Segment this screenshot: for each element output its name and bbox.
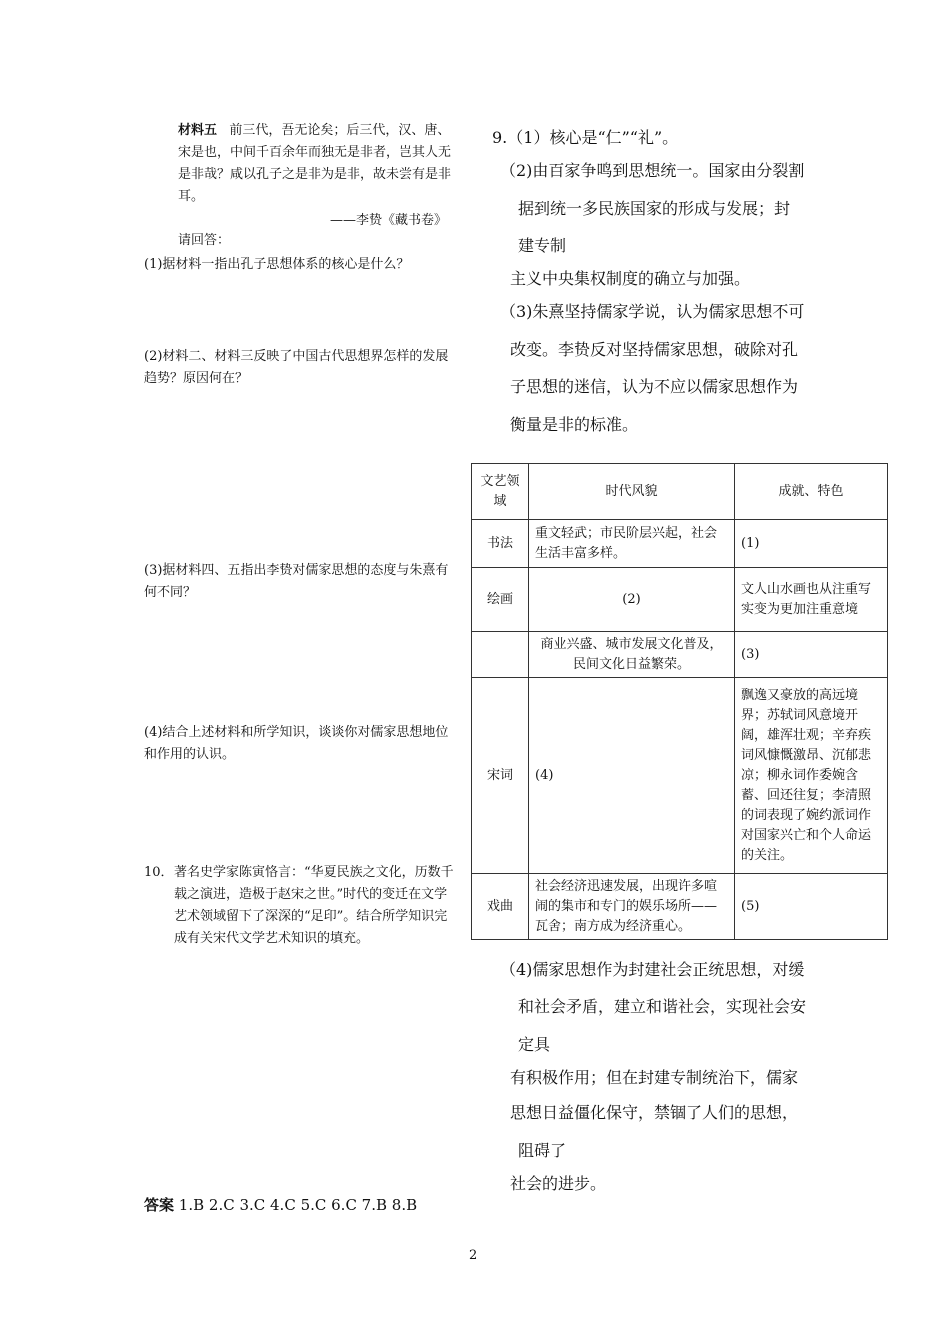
row-field: 绘画	[472, 568, 529, 632]
answer-key-label: 答案	[144, 1196, 175, 1214]
row-era: 商业兴盛、城市发展文化普及，民间文化日益繁荣。	[529, 632, 735, 678]
answer-9-3-line3: 子思想的迷信，认为不应以儒家思想作为	[510, 377, 799, 396]
song-arts-table	[471, 463, 888, 940]
answer-9-4-line4: 有积极作用；但在封建专制统治下，儒家	[510, 1068, 799, 1087]
material-five-label: 材料五	[178, 123, 218, 138]
table-row	[472, 520, 888, 568]
row-feature: (1)	[735, 520, 888, 568]
row-feature: 飘逸又豪放的高远境界；苏轼词风意境开阔，雄浑壮观；辛弃疾词风慷慨激昂、沉郁悲凉；柳永词作委婉含蓄、回还往复；李清照的词表现了婉约派词作对国家兴亡和个人命运的关注。	[735, 678, 888, 874]
answer-9-4-line3: 定具	[518, 1035, 551, 1054]
question-10-number: 10．	[144, 865, 174, 880]
answer-9-3-line1: （3)朱熹坚持儒家学说，认为儒家思想不可	[500, 302, 805, 321]
answer-9-3-line2: 改变。李贽反对坚持儒家思想，破除对孔	[510, 340, 799, 359]
answer-key	[144, 1193, 417, 1217]
header-field: 文艺领域	[472, 464, 529, 520]
row-field	[472, 632, 529, 678]
table-row	[472, 678, 888, 874]
row-era: (2)	[529, 568, 735, 632]
answer-9-4-line7: 社会的进步。	[510, 1174, 607, 1193]
question-10	[144, 862, 460, 950]
question-1: (1)据材料一指出孔子思想体系的核心是什么？	[144, 257, 410, 272]
answer-9-3-line4: 衡量是非的标准。	[510, 415, 639, 434]
table-header-row	[472, 464, 888, 520]
table-row	[472, 874, 888, 940]
row-era: 社会经济迅速发展，出现许多喧闹的集市和专门的娱乐场所——瓦舍；南方成为经济重心。	[529, 874, 735, 940]
page-number: 2	[469, 1248, 478, 1263]
answer-9-2-line3: 建专制	[518, 236, 567, 255]
material-five-source: ——李贽《藏书卷》	[330, 213, 448, 228]
row-field: 书法	[472, 520, 529, 568]
row-feature: 文人山水画也从注重写实变为更加注重意境	[735, 568, 888, 632]
answer-9-2-line4: 主义中央集权制度的确立与加强。	[510, 269, 751, 288]
answer-9-4-line6: 阻碍了	[518, 1141, 567, 1160]
row-feature: (3)	[735, 632, 888, 678]
row-field: 宋词	[472, 678, 529, 874]
answer-key-text: 1.B 2.C 3.C 4.C 5.C 6.C 7.B 8.B	[178, 1196, 418, 1214]
material-five-text: 前三代，吾无论矣；后三代，汉、唐、宋是也，中间千百余年而独无是非者，岂其人无是非哉？咸以孔子之是非为是非，故未尝有是非耳。	[178, 123, 452, 204]
question-4: (4)结合上述材料和所学知识，谈谈你对儒家思想地位和作用的认识。	[144, 725, 449, 762]
answer-9-2-line1: （2)由百家争鸣到思想统一。国家由分裂割	[500, 161, 805, 180]
header-feature: 成就、特色	[735, 464, 888, 520]
answer-9-1: 9.（1）核心是“仁”“礼”。	[492, 128, 679, 147]
answer-9-2-line2: 据到统一多民族国家的形成与发展；封	[518, 199, 791, 218]
row-era: (4)	[529, 678, 735, 874]
question-10-text: 著名史学家陈寅恪言：“华夏民族之文化，历数千载之演进，造极于赵宋之世。”时代的变迁在文学艺术领域留下了深深的“足印”。结合所学知识完成有关宋代文学艺术知识的填充。	[174, 865, 454, 946]
row-era: 重文轻武；市民阶层兴起，社会生活丰富多样。	[529, 520, 735, 568]
material-five	[178, 120, 460, 208]
answer-9-4-line1: （4)儒家思想作为封建社会正统思想，对缓	[500, 960, 805, 979]
table-row	[472, 632, 888, 678]
prompt: 请回答：	[178, 233, 231, 248]
answer-9-4-line2: 和社会矛盾，建立和谐社会，实现社会安	[518, 997, 807, 1016]
table-row	[472, 568, 888, 632]
question-2: (2)材料二、材料三反映了中国古代思想界怎样的发展趋势？原因何在？	[144, 349, 449, 386]
row-field: 戏曲	[472, 874, 529, 940]
row-feature: (5)	[735, 874, 888, 940]
header-era: 时代风貌	[529, 464, 735, 520]
answer-9-4-line5: 思想日益僵化保守，禁锢了人们的思想，	[510, 1103, 799, 1122]
question-3: (3)据材料四、五指出李贽对儒家思想的态度与朱熹有何不同？	[144, 563, 449, 600]
